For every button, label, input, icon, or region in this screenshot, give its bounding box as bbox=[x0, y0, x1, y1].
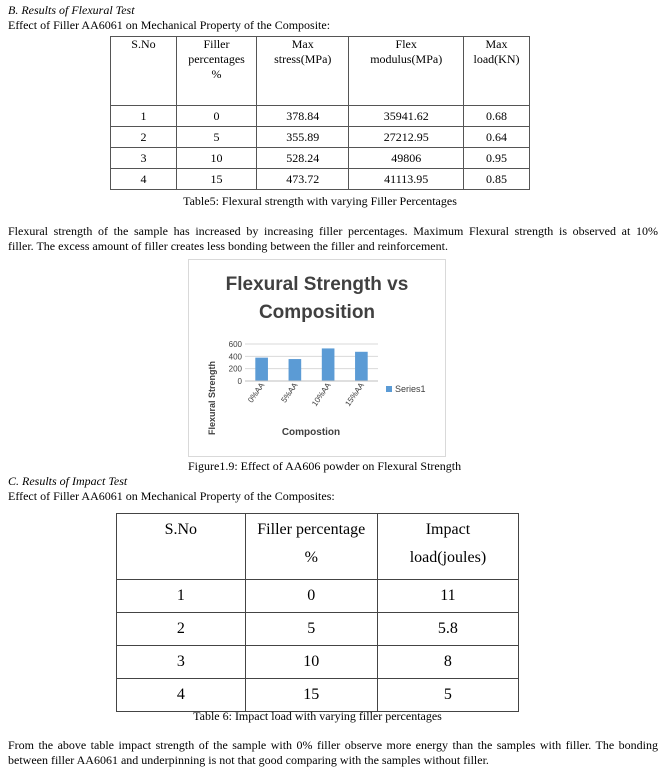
chart-y-axis-label: Flexural Strength bbox=[207, 360, 217, 436]
flexural-chart bbox=[188, 259, 446, 457]
impact-header-text: S.No bbox=[164, 521, 198, 538]
table-cell: 11 bbox=[377, 580, 518, 613]
table-row bbox=[111, 148, 530, 169]
table-cell: 3 bbox=[111, 148, 177, 169]
flexural-header-text: modulus(MPa) bbox=[370, 52, 443, 66]
flexural-header-cell bbox=[464, 37, 530, 106]
chart-title-line-2: Composition bbox=[258, 302, 376, 323]
impact-header-text: % bbox=[304, 549, 318, 566]
table-cell: 27212.95 bbox=[349, 127, 464, 148]
table-cell: 49806 bbox=[349, 148, 464, 169]
flexural-header-text: Flex bbox=[395, 37, 417, 51]
table-cell: 15 bbox=[176, 169, 256, 190]
impact-paragraph-line-2: between filler AA6061 and underpinning is not that good comparing with the samples without filler. bbox=[8, 753, 489, 767]
flexural-header-text: stress(MPa) bbox=[274, 52, 332, 66]
chart-y-tick-label: 600 bbox=[228, 340, 242, 349]
flexural-table-header bbox=[111, 37, 530, 106]
table-row bbox=[111, 127, 530, 148]
flexural-header-cell bbox=[349, 37, 464, 106]
chart-y-tick-label: 0 bbox=[237, 377, 242, 386]
table-cell: 5 bbox=[377, 679, 518, 712]
chart-x-tick-label: 0%AA bbox=[246, 380, 267, 405]
impact-header-cell bbox=[245, 514, 377, 580]
flexural-header-cell bbox=[257, 37, 349, 106]
flexural-table-caption: Table5: Flexural strength with varying Filler Percentages bbox=[183, 194, 457, 208]
table-cell: 0 bbox=[176, 106, 256, 127]
chart-y-tick-label: 400 bbox=[228, 352, 242, 362]
impact-paragraph bbox=[8, 738, 658, 768]
table-cell: 4 bbox=[117, 679, 246, 712]
flexural-header-text: Max bbox=[291, 37, 314, 51]
table-cell: 355.89 bbox=[257, 127, 349, 148]
table-cell: 10 bbox=[245, 646, 377, 679]
impact-paragraph-line-1: From the above table impact strength of the sample with 0% filler observe more energy than the samples with filler. The bonding bbox=[8, 738, 658, 752]
impact-table bbox=[116, 513, 519, 712]
table-cell: 5 bbox=[176, 127, 256, 148]
chart-title-line-1: Flexural Strength vs bbox=[225, 274, 409, 295]
flexural-table bbox=[110, 36, 530, 190]
table-cell: 0 bbox=[245, 580, 377, 613]
chart-x-tick-label: 5%AA bbox=[279, 380, 300, 405]
chart-canvas bbox=[189, 260, 445, 456]
table-cell: 5.8 bbox=[377, 613, 518, 646]
table-cell: 0.95 bbox=[464, 148, 530, 169]
table-row bbox=[117, 580, 519, 613]
table-cell: 5 bbox=[245, 613, 377, 646]
impact-table-caption: Table 6: Impact load with varying filler percentages bbox=[193, 709, 442, 723]
chart-legend-swatch bbox=[386, 386, 392, 392]
chart-bar bbox=[322, 348, 335, 381]
impact-header-cell bbox=[117, 514, 246, 580]
impact-table-header bbox=[117, 514, 519, 580]
chart-bar bbox=[355, 352, 368, 381]
impact-heading: C. Results of Impact Test bbox=[8, 474, 128, 488]
table-row bbox=[111, 106, 530, 127]
table-cell: 473.72 bbox=[257, 169, 349, 190]
table-cell: 528.24 bbox=[257, 148, 349, 169]
table-cell: 0.68 bbox=[464, 106, 530, 127]
flexural-paragraph bbox=[8, 224, 658, 254]
chart-caption: Figure1.9: Effect of AA606 powder on Flexural Strength bbox=[188, 459, 462, 473]
flexural-heading: B. Results of Flexural Test bbox=[8, 3, 135, 17]
chart-x-axis-label: Compostion bbox=[281, 427, 341, 438]
table-cell: 1 bbox=[117, 580, 246, 613]
chart-bar bbox=[289, 359, 302, 381]
table-cell: 3 bbox=[117, 646, 246, 679]
flexural-subheading: Effect of Filler AA6061 on Mechanical Property of the Composite: bbox=[8, 18, 331, 32]
flexural-header-text: % bbox=[211, 67, 222, 81]
table-row bbox=[117, 613, 519, 646]
chart-legend-label: Series1 bbox=[395, 384, 426, 394]
table-cell: 0.64 bbox=[464, 127, 530, 148]
flexural-header-cell bbox=[111, 37, 177, 106]
chart-y-tick-label: 200 bbox=[228, 364, 242, 374]
table-cell: 2 bbox=[111, 127, 177, 148]
chart-x-tick-label: 15%AA bbox=[343, 380, 367, 409]
table-row bbox=[117, 679, 519, 712]
table-cell: 1 bbox=[111, 106, 177, 127]
table-cell: 8 bbox=[377, 646, 518, 679]
chart-x-tick-label: 10%AA bbox=[310, 380, 333, 409]
table-row bbox=[117, 646, 519, 679]
table-cell: 35941.62 bbox=[349, 106, 464, 127]
flexural-header-text: Max bbox=[485, 37, 508, 51]
table-cell: 41113.95 bbox=[349, 169, 464, 190]
flexural-header-text: percentages bbox=[188, 52, 245, 66]
table-cell: 4 bbox=[111, 169, 177, 190]
table-cell: 2 bbox=[117, 613, 246, 646]
table-cell: 15 bbox=[245, 679, 377, 712]
table-row bbox=[111, 169, 530, 190]
table-cell: 378.84 bbox=[257, 106, 349, 127]
impact-header-text: load(joules) bbox=[409, 549, 487, 566]
flexural-header-text: S.No bbox=[131, 37, 156, 51]
impact-header-text: Impact bbox=[425, 521, 471, 538]
flexural-paragraph-line-1: Flexural strength of the sample has increased by increasing filler percentages. Maximum Flexural strength is observed at 10% bbox=[8, 224, 658, 238]
flexural-header-text: load(KN) bbox=[473, 52, 520, 66]
table-cell: 10 bbox=[176, 148, 256, 169]
impact-header-cell bbox=[377, 514, 518, 580]
flexural-header-text: Filler bbox=[203, 37, 230, 51]
table-cell: 0.85 bbox=[464, 169, 530, 190]
chart-bar bbox=[255, 358, 268, 381]
impact-header-text: Filler percentage bbox=[257, 521, 366, 538]
flexural-paragraph-line-2: filler. The excess amount of filler creates less bonding between the filler and reinforcement. bbox=[8, 239, 448, 253]
flexural-header-cell bbox=[176, 37, 256, 106]
impact-subheading: Effect of Filler AA6061 on Mechanical Property of the Composites: bbox=[8, 489, 335, 503]
